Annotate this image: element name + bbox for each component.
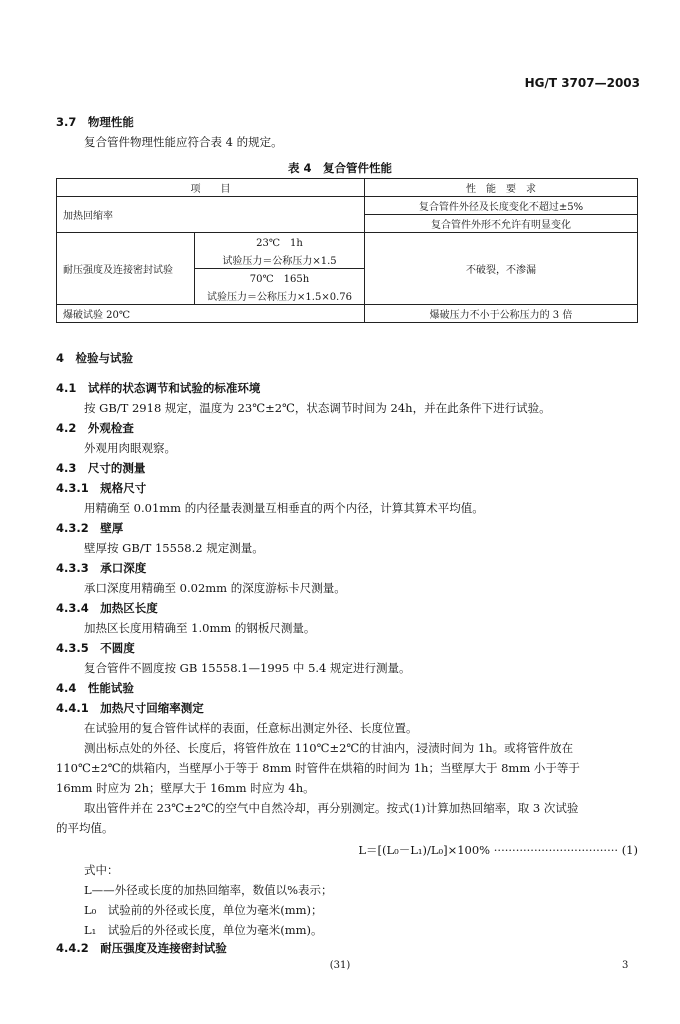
footer-page-number: 3	[622, 960, 629, 971]
table-4	[56, 178, 638, 323]
section-4-3-2-text: 壁厚按 GB/T 15558.2 规定测量。	[84, 541, 264, 555]
section-4-3-heading: 4.3 尺寸的测量	[56, 461, 146, 475]
table-header-row	[57, 179, 638, 197]
section-4-2-heading: 4.2 外观检查	[56, 421, 134, 435]
section-3-7-heading: 3.7 物理性能	[56, 115, 134, 129]
req-heat-b: 复合管件外形不允许有明显变化	[365, 215, 638, 233]
table-row	[57, 233, 638, 251]
row-heat-shrinkage: 加热回缩率	[57, 197, 365, 233]
header-item: 项 目	[57, 179, 365, 197]
cond-70c: 70℃ 165h	[195, 269, 365, 287]
section-4-4-1-para-1: 在试验用的复合管件试样的表面，任意标出测定外径、长度位置。	[84, 721, 418, 735]
section-4-3-4-text: 加热区长度用精确至 1.0mm 的钢板尺测量。	[84, 621, 316, 635]
section-4-4-1-para-3-line-2: 的平均值。	[56, 821, 114, 835]
table-row	[57, 305, 638, 323]
section-4-4-1-para-2-line-3: 16mm 时应为 2h；壁厚大于 16mm 时应为 4h。	[56, 781, 315, 795]
section-4-3-5-text: 复合管件不圆度按 GB 15558.1—1995 中 5.4 规定进行测量。	[84, 661, 411, 675]
cond-70c-pressure: 试验压力＝公称压力×1.5×0.76	[195, 287, 365, 305]
req-burst: 爆破压力不小于公称压力的 3 倍	[365, 305, 638, 323]
cond-23c-pressure: 试验压力＝公称压力×1.5	[195, 251, 365, 269]
section-4-4-2-heading: 4.4.2 耐压强度及连接密封试验	[56, 941, 227, 955]
section-4-3-3-heading: 4.3.3 承口深度	[56, 561, 147, 575]
section-4-4-1-para-3-line-1: 取出管件并在 23℃±2℃的空气中自然冷却，再分别测定。按式(1)计算加热回缩率，取 3 次试验	[84, 801, 579, 815]
req-heat-a: 复合管件外径及长度变化不超过±5%	[365, 197, 638, 215]
section-3-7-text: 复合管件物理性能应符合表 4 的规定。	[84, 135, 283, 149]
table-row	[57, 197, 638, 215]
row-pressure-seal: 耐压强度及连接密封试验	[57, 233, 195, 305]
cond-23c: 23℃ 1h	[195, 233, 365, 251]
definition-l0: L₀ 试验前的外径或长度，单位为毫米(mm)；	[84, 903, 323, 917]
section-4-3-2-heading: 4.3.2 壁厚	[56, 521, 124, 535]
formula-1: L＝[(L₀－L₁)/L₀]×100% ·································· (1)	[358, 843, 638, 857]
section-4-1-heading: 4.1 试样的状态调节和试验的标准环境	[56, 381, 261, 395]
header-requirement: 性 能 要 求	[365, 179, 638, 197]
row-burst: 爆破试验 20℃	[57, 305, 365, 323]
footer-page-center: (31)	[329, 960, 351, 971]
section-4-3-5-heading: 4.3.5 不圆度	[56, 641, 135, 655]
section-4-2-text: 外观用肉眼观察。	[84, 441, 176, 455]
section-4-4-heading: 4.4 性能试验	[56, 681, 134, 695]
section-4-3-1-heading: 4.3.1 规格尺寸	[56, 481, 147, 495]
section-4-3-1-text: 用精确至 0.01mm 的内径量表测量互相垂直的两个内径，计算其算术平均值。	[84, 501, 484, 515]
req-pressure: 不破裂，不渗漏	[365, 233, 638, 305]
table-4-caption: 表 4 复合管件性能	[287, 161, 392, 175]
section-4-4-1-heading: 4.4.1 加热尺寸回缩率测定	[56, 701, 204, 715]
section-4-4-1-para-2-line-2: 110℃±2℃的烘箱内，当壁厚小于等于 8mm 时管件在烘箱的时间为 1h；当壁厚大于 8mm 小于等于	[56, 761, 580, 775]
section-4-3-3-text: 承口深度用精确至 0.02mm 的深度游标卡尺测量。	[84, 581, 346, 595]
section-4-1-text: 按 GB/T 2918 规定，温度为 23℃±2℃，状态调节时间为 24h，并在此条件下进行试验。	[84, 401, 551, 415]
section-4-heading: 4 检验与试验	[56, 351, 134, 365]
standard-number: HG/T 3707—2003	[524, 76, 640, 90]
section-4-3-4-heading: 4.3.4 加热区长度	[56, 601, 158, 615]
where-label: 式中：	[84, 863, 119, 877]
section-4-4-1-para-2-line-1: 测出标点处的外径、长度后，将管件放在 110℃±2℃的甘油内，浸渍时间为 1h。或将管件放在	[84, 741, 574, 755]
definition-l: L——外径或长度的加热回缩率，数值以%表示；	[84, 883, 333, 897]
definition-l1: L₁ 试验后的外径或长度，单位为毫米(mm)。	[84, 923, 323, 937]
